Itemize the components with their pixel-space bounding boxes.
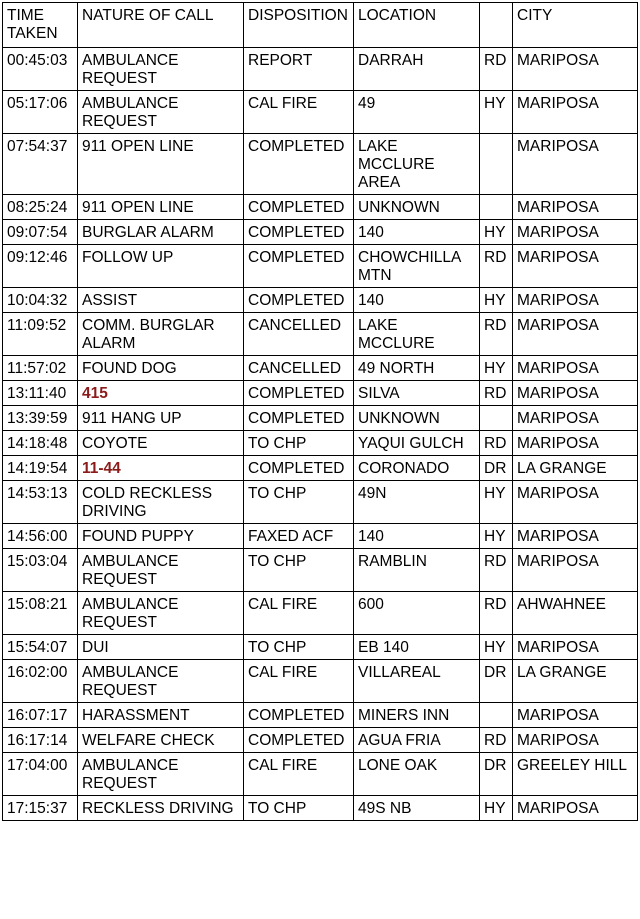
cell-street-suffix: HY [480,524,513,549]
cell-nature-of-call: AMBULANCE REQUEST [78,592,244,635]
cell-location: 140 [354,220,480,245]
cell-disposition: COMPLETED [244,381,354,406]
cell-street-suffix: HY [480,91,513,134]
table-row [3,356,638,381]
cell-time-taken: 10:04:32 [3,288,78,313]
table-row [3,592,638,635]
cell-disposition: REPORT [244,48,354,91]
cell-location: 600 [354,592,480,635]
cell-city: MARIPOSA [513,134,638,195]
table-row [3,728,638,753]
table-row [3,431,638,456]
cell-time-taken: 16:07:17 [3,703,78,728]
cell-street-suffix [480,406,513,431]
cell-nature-of-call: DUI [78,635,244,660]
cell-time-taken: 16:02:00 [3,660,78,703]
table-row [3,91,638,134]
cell-disposition: COMPLETED [244,288,354,313]
cell-street-suffix: HY [480,796,513,821]
table-row [3,635,638,660]
table-row [3,134,638,195]
table-row [3,245,638,288]
cell-nature-of-call: HARASSMENT [78,703,244,728]
cell-city: AHWAHNEE [513,592,638,635]
table-row [3,549,638,592]
cell-nature-of-call: 911 HANG UP [78,406,244,431]
table-row [3,313,638,356]
cell-nature-of-call: 911 OPEN LINE [78,195,244,220]
table-row [3,660,638,703]
cell-city: MARIPOSA [513,549,638,592]
cell-nature-of-call: AMBULANCE REQUEST [78,91,244,134]
cell-disposition: CAL FIRE [244,91,354,134]
table-row [3,220,638,245]
table-body [3,48,638,821]
cell-street-suffix [480,134,513,195]
cell-city: MARIPOSA [513,524,638,549]
cell-street-suffix: DR [480,753,513,796]
table-row [3,524,638,549]
cell-location: MINERS INN [354,703,480,728]
cell-nature-of-call: AMBULANCE REQUEST [78,549,244,592]
cell-nature-of-call: FOUND PUPPY [78,524,244,549]
cell-disposition: TO CHP [244,431,354,456]
cell-location: EB 140 [354,635,480,660]
cell-street-suffix: RD [480,313,513,356]
cell-disposition: TO CHP [244,796,354,821]
cell-street-suffix: RD [480,728,513,753]
cell-disposition: FAXED ACF [244,524,354,549]
cell-nature-of-call: FOUND DOG [78,356,244,381]
cell-street-suffix: RD [480,48,513,91]
cell-city: MARIPOSA [513,406,638,431]
header-location: LOCATION [354,3,480,48]
table-row [3,48,638,91]
cell-time-taken: 14:18:48 [3,431,78,456]
cell-disposition: COMPLETED [244,456,354,481]
cell-city: MARIPOSA [513,431,638,456]
cell-street-suffix: RD [480,549,513,592]
cell-location: 49N [354,481,480,524]
table-row [3,796,638,821]
cell-street-suffix: HY [480,481,513,524]
cell-street-suffix: RD [480,245,513,288]
cell-location: YAQUI GULCH [354,431,480,456]
cell-city: LA GRANGE [513,660,638,703]
cell-disposition: CANCELLED [244,356,354,381]
cell-time-taken: 09:12:46 [3,245,78,288]
cell-street-suffix: HY [480,288,513,313]
cell-nature-of-call: AMBULANCE REQUEST [78,660,244,703]
cell-location: LAKE MCCLURE AREA [354,134,480,195]
cell-time-taken: 14:56:00 [3,524,78,549]
cell-nature-of-call: 11-44 [78,456,244,481]
cell-city: LA GRANGE [513,456,638,481]
cell-disposition: CANCELLED [244,313,354,356]
cell-city: GREELEY HILL [513,753,638,796]
cell-city: MARIPOSA [513,195,638,220]
table-row [3,703,638,728]
cell-city: MARIPOSA [513,48,638,91]
cell-location: 140 [354,524,480,549]
cell-location: AGUA FRIA [354,728,480,753]
table-row [3,195,638,220]
cell-time-taken: 07:54:37 [3,134,78,195]
cell-disposition: TO CHP [244,481,354,524]
cell-nature-of-call: RECKLESS DRIVING [78,796,244,821]
cell-disposition: COMPLETED [244,134,354,195]
header-street-suffix [480,3,513,48]
cell-time-taken: 14:53:13 [3,481,78,524]
cell-disposition: COMPLETED [244,220,354,245]
cell-street-suffix [480,703,513,728]
cell-location: LAKE MCCLURE [354,313,480,356]
cell-disposition: CAL FIRE [244,660,354,703]
cell-city: MARIPOSA [513,381,638,406]
cell-city: MARIPOSA [513,481,638,524]
cell-disposition: TO CHP [244,635,354,660]
cell-time-taken: 14:19:54 [3,456,78,481]
cell-disposition: COMPLETED [244,195,354,220]
cell-time-taken: 16:17:14 [3,728,78,753]
cell-disposition: COMPLETED [244,406,354,431]
cell-location: 49 NORTH [354,356,480,381]
cell-city: MARIPOSA [513,313,638,356]
cell-nature-of-call: COMM. BURGLAR ALARM [78,313,244,356]
cell-street-suffix: DR [480,456,513,481]
cell-location: CHOWCHILLA MTN [354,245,480,288]
cell-nature-of-call: WELFARE CHECK [78,728,244,753]
cell-city: MARIPOSA [513,703,638,728]
cell-city: MARIPOSA [513,635,638,660]
cell-city: MARIPOSA [513,91,638,134]
cell-nature-of-call: FOLLOW UP [78,245,244,288]
cell-street-suffix: HY [480,635,513,660]
cell-time-taken: 15:03:04 [3,549,78,592]
header-disposition: DISPOSITION [244,3,354,48]
cell-disposition: TO CHP [244,549,354,592]
cell-street-suffix: DR [480,660,513,703]
cell-street-suffix [480,195,513,220]
cell-city: MARIPOSA [513,288,638,313]
cell-location: DARRAH [354,48,480,91]
cell-time-taken: 09:07:54 [3,220,78,245]
table-row [3,753,638,796]
header-nature-of-call: NATURE OF CALL [78,3,244,48]
cell-time-taken: 17:04:00 [3,753,78,796]
cell-nature-of-call: BURGLAR ALARM [78,220,244,245]
cell-nature-of-call: COYOTE [78,431,244,456]
cell-time-taken: 11:57:02 [3,356,78,381]
cell-city: MARIPOSA [513,220,638,245]
table-row [3,456,638,481]
cell-location: LONE OAK [354,753,480,796]
cell-street-suffix: RD [480,381,513,406]
cell-location: CORONADO [354,456,480,481]
cell-location: UNKNOWN [354,195,480,220]
cell-location: 140 [354,288,480,313]
cell-nature-of-call: 911 OPEN LINE [78,134,244,195]
cell-location: UNKNOWN [354,406,480,431]
cell-street-suffix: HY [480,220,513,245]
cell-disposition: COMPLETED [244,703,354,728]
cell-time-taken: 15:08:21 [3,592,78,635]
cell-nature-of-call: ASSIST [78,288,244,313]
cell-nature-of-call: AMBULANCE REQUEST [78,753,244,796]
table-header-row [3,3,638,48]
cell-street-suffix: RD [480,431,513,456]
table-row [3,381,638,406]
header-time-taken: TIME TAKEN [3,3,78,48]
cell-location: SILVA [354,381,480,406]
cell-nature-of-call: 415 [78,381,244,406]
cell-city: MARIPOSA [513,245,638,288]
cell-location: VILLAREAL [354,660,480,703]
cell-disposition: COMPLETED [244,245,354,288]
cell-nature-of-call: COLD RECKLESS DRIVING [78,481,244,524]
cell-time-taken: 13:11:40 [3,381,78,406]
cell-city: MARIPOSA [513,796,638,821]
cell-time-taken: 05:17:06 [3,91,78,134]
call-log-table [2,2,638,821]
cell-city: MARIPOSA [513,728,638,753]
cell-street-suffix: HY [480,356,513,381]
cell-disposition: CAL FIRE [244,753,354,796]
cell-time-taken: 00:45:03 [3,48,78,91]
table-row [3,406,638,431]
cell-time-taken: 13:39:59 [3,406,78,431]
header-city: CITY [513,3,638,48]
cell-location: 49S NB [354,796,480,821]
cell-location: 49 [354,91,480,134]
cell-time-taken: 15:54:07 [3,635,78,660]
cell-disposition: CAL FIRE [244,592,354,635]
cell-street-suffix: RD [480,592,513,635]
table-row [3,288,638,313]
cell-time-taken: 08:25:24 [3,195,78,220]
table-row [3,481,638,524]
cell-city: MARIPOSA [513,356,638,381]
cell-location: RAMBLIN [354,549,480,592]
cell-time-taken: 17:15:37 [3,796,78,821]
cell-nature-of-call: AMBULANCE REQUEST [78,48,244,91]
cell-time-taken: 11:09:52 [3,313,78,356]
cell-disposition: COMPLETED [244,728,354,753]
